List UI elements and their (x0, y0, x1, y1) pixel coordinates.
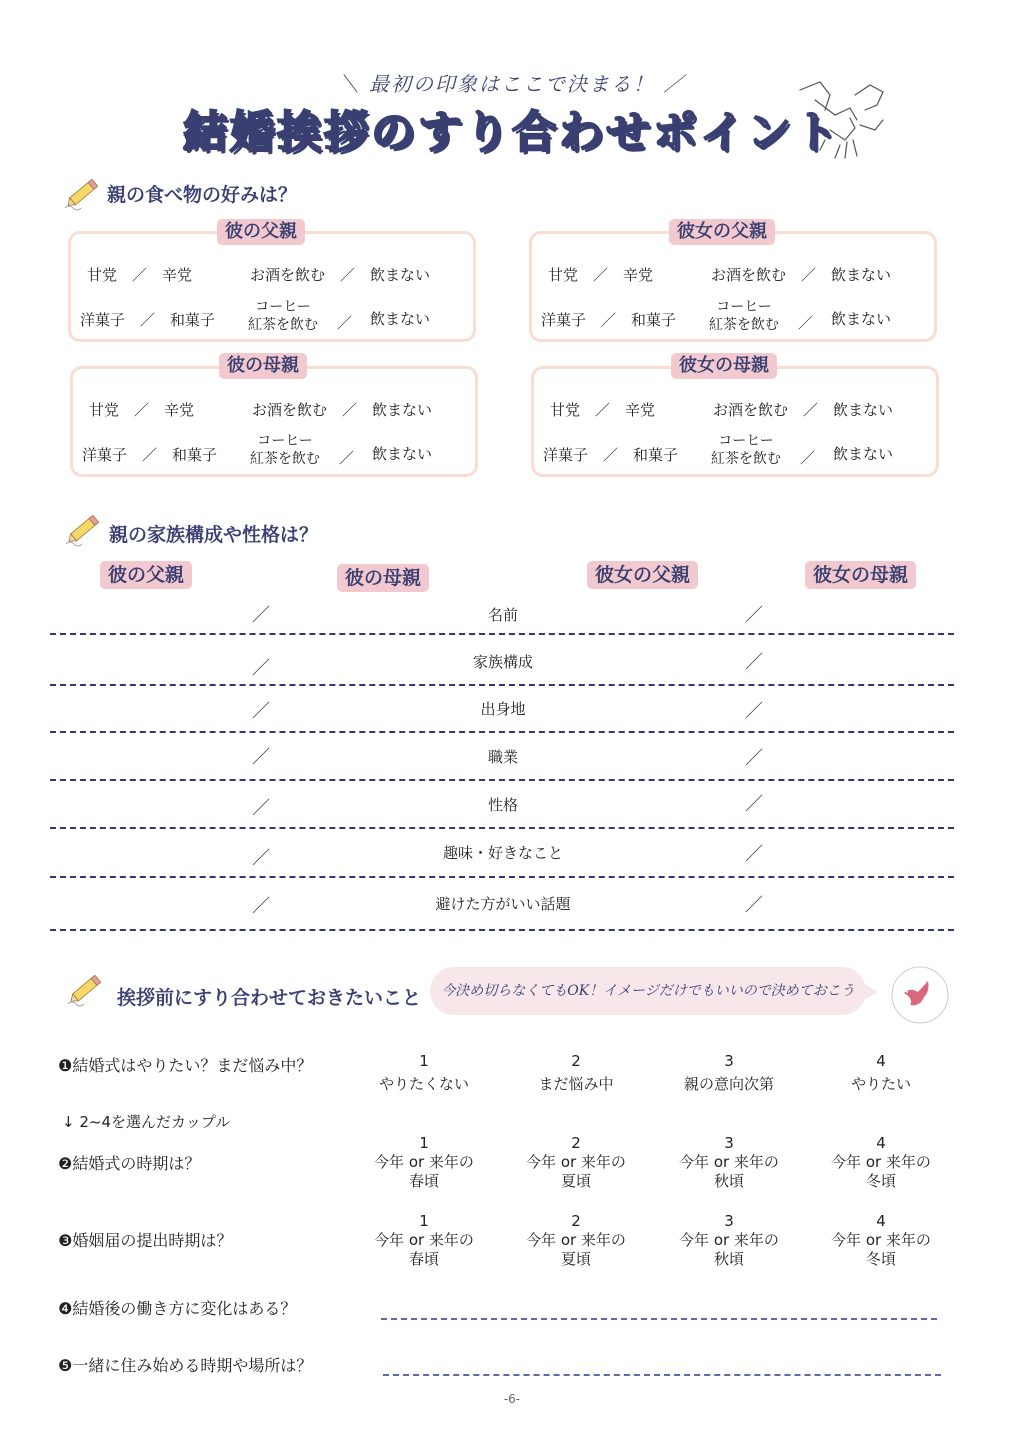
row-label-avoid-topics: 避けた方がいい話題 (435, 895, 571, 913)
sweets-choice: 洋菓子 ／ 和菓子 (82, 446, 218, 464)
speech-tail (864, 984, 880, 1000)
dove-icon (890, 965, 950, 1025)
sweet-choice: 甘党 ／ 辛党 (89, 401, 195, 419)
row-divider (50, 929, 954, 931)
q3-option-4[interactable]: 4 今年 or 来年の 冬頃 (831, 1212, 931, 1268)
note-selected-couples: ↓ 2~4を選んだカップル (62, 1113, 231, 1131)
pencil-icon (66, 968, 106, 1008)
page-number: -6- (503, 1392, 521, 1406)
slash: ／ (252, 747, 270, 768)
q3-option-2[interactable]: 2 今年 or 来年の 夏頃 (526, 1212, 626, 1268)
q3-option-3[interactable]: 3 今年 or 来年の 秋頃 (679, 1212, 779, 1268)
coffee-choice: コーヒー 紅茶を飲む (248, 299, 318, 333)
food-box-label: 彼女の母親 (671, 353, 777, 379)
q2-option-2[interactable]: 2 今年 or 来年の 夏頃 (526, 1134, 626, 1190)
food-box-label: 彼女の父親 (669, 219, 775, 245)
alcohol-choice: お酒を飲む ／ 飲まない (713, 401, 894, 419)
row-divider (50, 684, 954, 686)
alcohol-choice: お酒を飲む ／ 飲まない (250, 266, 431, 284)
slash: ／ (252, 701, 270, 722)
slash: ／ (252, 896, 270, 917)
coffee-choice: コーヒー 紅茶を飲む (709, 299, 779, 333)
question-3: ❸婚姻届の提出時期は？ (58, 1231, 233, 1250)
sweet-choice: 甘党 ／ 辛党 (550, 401, 656, 419)
q2-option-3[interactable]: 3 今年 or 来年の 秋頃 (679, 1134, 779, 1190)
question-1: ❶結婚式はやりたい？まだ悩み中？ (58, 1056, 313, 1075)
row-label-job: 職業 (487, 748, 518, 766)
food-section-title: 親の食べ物の好みは？ (107, 184, 298, 206)
question-5: ❺一緒に住み始める時期や場所は？ (58, 1356, 313, 1375)
pencil-icon (64, 508, 104, 548)
sweet-choice: 甘党 ／ 辛党 (548, 266, 654, 284)
q3-option-1[interactable]: 1 今年 or 来年の 春頃 (374, 1212, 474, 1268)
slash: ／ (800, 449, 816, 467)
slash: ／ (252, 848, 270, 869)
slash: ／ (339, 449, 355, 467)
slash: ／ (745, 652, 763, 673)
no-drink: 飲まない (372, 445, 433, 463)
row-label-family: 家族構成 (472, 653, 533, 671)
q1-option-3[interactable]: 3 親の意向次第 (683, 1052, 774, 1093)
coffee-choice: コーヒー 紅茶を飲む (250, 433, 320, 467)
food-box-label: 彼の母親 (219, 353, 307, 379)
answer-line-5[interactable] (383, 1374, 941, 1376)
alignment-section-title: 挨拶前にすり合わせておきたいこと (117, 987, 422, 1009)
slash: ／ (337, 314, 353, 332)
slash: ／ (252, 605, 270, 626)
answer-line-4[interactable] (381, 1318, 937, 1320)
no-drink: 飲まない (370, 310, 431, 328)
slash: ／ (745, 844, 763, 865)
slash: ／ (798, 314, 814, 332)
question-2: ❷結婚式の時期は？ (58, 1154, 201, 1173)
sweets-choice: 洋菓子 ／ 和菓子 (543, 446, 679, 464)
row-divider (50, 731, 954, 733)
family-section-title: 親の家族構成や性格は？ (109, 524, 319, 546)
q1-option-1[interactable]: 1 やりたくない (378, 1052, 469, 1093)
sweets-choice: 洋菓子 ／ 和菓子 (80, 311, 216, 329)
no-drink: 飲まない (831, 310, 892, 328)
coffee-choice: コーヒー 紅茶を飲む (711, 433, 781, 467)
row-label-hometown: 出身地 (480, 700, 526, 718)
slash: ／ (745, 794, 763, 815)
row-divider (50, 779, 954, 781)
row-divider (50, 633, 954, 635)
no-drink: 飲まない (833, 445, 894, 463)
slash: ／ (745, 895, 763, 916)
question-4: ❹結婚後の働き方に変化はある？ (58, 1299, 297, 1318)
slash: ／ (252, 658, 270, 679)
hands-illustration (795, 70, 890, 160)
food-box-label: 彼の父親 (217, 219, 305, 245)
slash: ／ (745, 748, 763, 769)
alcohol-choice: お酒を飲む ／ 飲まない (711, 266, 892, 284)
row-divider (50, 827, 954, 829)
slash: ／ (745, 701, 763, 722)
pencil-icon (63, 172, 103, 212)
speech-text: 今決め切らなくてもOK！イメージだけでもいいので決めておこう (441, 983, 855, 999)
tagline: ＼ 最初の印象はここで決まる！ ／ (338, 72, 686, 96)
row-label-hobby: 趣味・好きなこと (442, 844, 563, 862)
row-label-personality: 性格 (487, 796, 518, 814)
sweets-choice: 洋菓子 ／ 和菓子 (541, 311, 677, 329)
page-title: 結婚挨拶のすり合わせポイント (183, 107, 841, 158)
slash: ／ (745, 605, 763, 626)
sweet-choice: 甘党 ／ 辛党 (87, 266, 193, 284)
col-header-her-mother: 彼女の母親 (805, 561, 916, 589)
q1-option-2[interactable]: 2 まだ悩み中 (538, 1052, 614, 1093)
alcohol-choice: お酒を飲む ／ 飲まない (252, 401, 433, 419)
q2-option-1[interactable]: 1 今年 or 来年の 春頃 (374, 1134, 474, 1190)
col-header-her-father: 彼女の父親 (587, 561, 698, 589)
col-header-his-father: 彼の父親 (100, 561, 192, 589)
q2-option-4[interactable]: 4 今年 or 来年の 冬頃 (831, 1134, 931, 1190)
row-divider (50, 876, 954, 878)
q1-option-4[interactable]: 4 やりたい (850, 1052, 911, 1093)
row-label-name: 名前 (487, 606, 518, 624)
col-header-his-mother: 彼の母親 (337, 564, 429, 592)
slash: ／ (252, 798, 270, 819)
